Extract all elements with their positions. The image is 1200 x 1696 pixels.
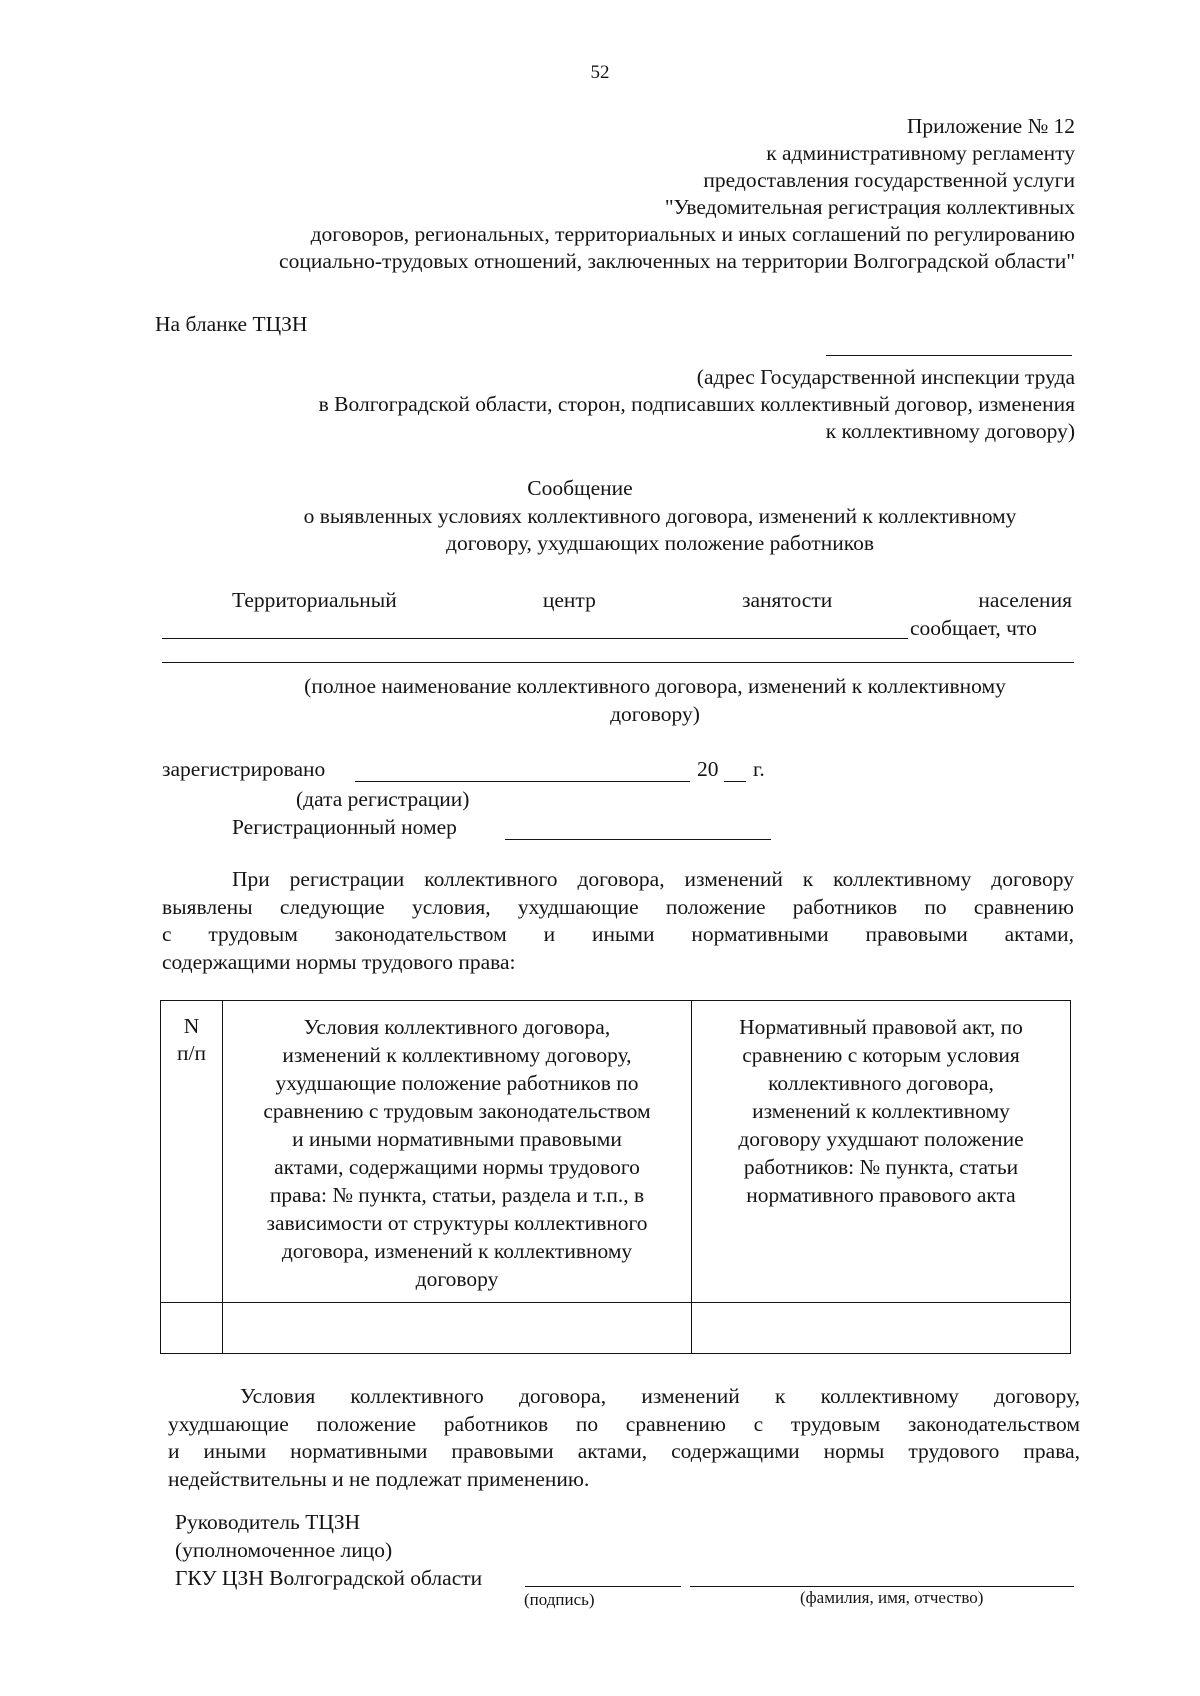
header-conditions-line: ухудшающие положение работников по	[275, 1071, 639, 1095]
letterhead-note: На бланке ТЦЗН	[155, 312, 308, 336]
header-conditions-line: сравнению с трудовым законодательством	[263, 1099, 651, 1123]
intro-word-1: Территориальный	[232, 588, 397, 612]
header-act-line: договору ухудшают положение	[738, 1127, 1024, 1151]
header-act-line: Нормативный правовой акт, по	[739, 1015, 1023, 1039]
conclusion-word: к	[774, 1384, 786, 1408]
conclusion-word: коллективного	[350, 1384, 484, 1408]
appendix-header	[175, 113, 1075, 275]
heading-sub-line-1: о выявленных условиях коллективного договора, изменений к коллективному	[303, 504, 1017, 528]
sign-caption: (подпись)	[524, 1590, 595, 1609]
appendix-line-4: договоров, региональных, территориальных и иных соглашений по регулированию	[310, 222, 1075, 246]
appendix-title: Приложение № 12	[906, 114, 1075, 138]
conclusion-line-4: недействительны и не подлежат применению.	[168, 1466, 590, 1491]
header-conditions-line: договора, изменений к коллективному	[281, 1239, 633, 1263]
year-suffix: г.	[753, 757, 765, 781]
date-caption: (дата регистрации)	[296, 787, 470, 811]
body-line-3-word: нормативными	[691, 922, 829, 946]
agreement-name-blank-line	[162, 662, 1074, 663]
body-line-2: выявлены следующие условия, ухудшающие положение работников по сравнению	[162, 894, 1074, 919]
body-line-3	[162, 921, 1074, 949]
conclusion-line-1	[168, 1383, 1080, 1411]
header-conditions-line: зависимости от структуры коллективного	[266, 1211, 648, 1235]
registration-number-blank-line	[505, 839, 771, 840]
conclusion-line-3: и иными нормативными правовыми актами, содержащими нормы трудового права,	[168, 1439, 1080, 1463]
table-header-number	[160, 1000, 223, 1303]
address-line-3: к коллективному договору)	[825, 419, 1075, 443]
body-line-3-word: правовыми	[865, 922, 968, 946]
registration-date-blank-line	[355, 781, 690, 782]
table-header-conditions	[222, 1000, 692, 1303]
intro-line	[232, 588, 1072, 613]
conclusion-word: договора,	[518, 1384, 607, 1408]
conclusion-word: изменений	[641, 1384, 740, 1408]
address-line-2: в Волгоградской области, сторон, подписавших коллективный договор, изменения	[318, 392, 1075, 416]
table-row-empty-act	[691, 1302, 1071, 1354]
header-act-line: работников: № пункта, статьи	[743, 1155, 1019, 1179]
conclusion-line-2: ухудшающие положение работников по сравнению с трудовым законодательством	[168, 1411, 1080, 1436]
signature-line-1: Руководитель ТЦЗН	[175, 1510, 361, 1534]
header-act-line: коллективного договора,	[768, 1071, 994, 1095]
page-number: 52	[590, 62, 610, 83]
body-line-3-word: трудовым	[208, 922, 298, 946]
header-conditions-line: Условия коллективного договора,	[303, 1015, 611, 1039]
header-conditions-line: актами, содержащими нормы трудового	[274, 1155, 640, 1179]
appendix-line-3: "Уведомительная регистрация коллективных	[664, 195, 1075, 219]
appendix-line-1: к административному регламенту	[766, 141, 1075, 165]
agreement-caption	[235, 672, 1075, 728]
table-row-empty-conditions	[222, 1302, 692, 1354]
full-name-blank-line	[690, 1586, 1074, 1587]
header-act-line: сравнению с которым условия	[742, 1043, 1020, 1067]
header-act-line: изменений к коллективному	[752, 1099, 1010, 1123]
message-title: Сообщение	[527, 476, 633, 500]
tczn-name-blank-line	[162, 638, 908, 639]
body-line-4: содержащими нормы трудового права:	[162, 949, 516, 974]
conclusion-word: коллективному	[820, 1384, 959, 1408]
conclusion-paragraph	[168, 1383, 1080, 1493]
year-blank-line	[724, 781, 746, 782]
intro-word-4: населения	[978, 588, 1072, 612]
header-conditions-line: и иными нормативными правовыми	[292, 1127, 622, 1151]
body-line-3-word: иными	[591, 922, 655, 946]
intro-word-3: занятости	[741, 588, 833, 612]
header-act-line: нормативного правового акта	[746, 1183, 1016, 1207]
appendix-line-2: предоставления государственной услуги	[703, 168, 1075, 192]
conclusion-word: Условия	[240, 1384, 316, 1408]
address-line-1: (адрес Государственной инспекции труда	[696, 365, 1075, 389]
body-paragraph	[162, 866, 1074, 976]
year-prefix: 20	[697, 757, 719, 781]
signature-line-2: (уполномоченное лицо)	[175, 1538, 393, 1562]
intro-word-2: центр	[542, 588, 596, 612]
header-conditions-line: договору	[415, 1267, 499, 1291]
table-header-normative-act	[691, 1000, 1071, 1303]
signature-block	[175, 1508, 482, 1592]
body-line-1: При регистрации коллективного договора, изменений к коллективному договору	[232, 867, 1074, 891]
registration-number-label: Регистрационный номер	[232, 815, 457, 839]
signature-line-3: ГКУ ЦЗН Волгоградской области	[175, 1566, 483, 1590]
address-caption	[125, 364, 1075, 445]
heading-sub-line-2: договору, ухудшающих положение работников	[446, 531, 874, 555]
registered-label: зарегистрировано	[162, 757, 326, 781]
header-conditions-line: изменений к коллективному договору,	[282, 1043, 632, 1067]
reports-text: сообщает, что	[910, 616, 1037, 640]
body-line-3-word: и	[543, 922, 556, 946]
address-blank-line	[826, 355, 1072, 356]
appendix-line-5: социально-трудовых отношений, заключенных на территории Волгоградской области"	[279, 249, 1075, 273]
table-row-empty-number	[160, 1302, 223, 1354]
body-line-3-word: законодательством	[334, 922, 507, 946]
agreement-caption-line-1: (полное наименование коллективного договора, изменений к коллективному	[304, 674, 1006, 698]
body-line-3-word: с	[162, 922, 172, 946]
agreement-caption-line-2: договору)	[610, 702, 700, 726]
name-caption: (фамилия, имя, отчество)	[800, 1588, 984, 1607]
heading-subtitle	[220, 503, 1100, 557]
header-conditions-line: права: № пункта, статьи, раздела и т.п., в	[269, 1183, 645, 1207]
body-line-3-word: актами,	[1004, 922, 1074, 946]
header-n: N	[183, 1014, 200, 1038]
conclusion-word: договору,	[994, 1384, 1080, 1408]
header-pp: п/п	[177, 1041, 206, 1065]
signature-blank-line	[525, 1586, 681, 1587]
